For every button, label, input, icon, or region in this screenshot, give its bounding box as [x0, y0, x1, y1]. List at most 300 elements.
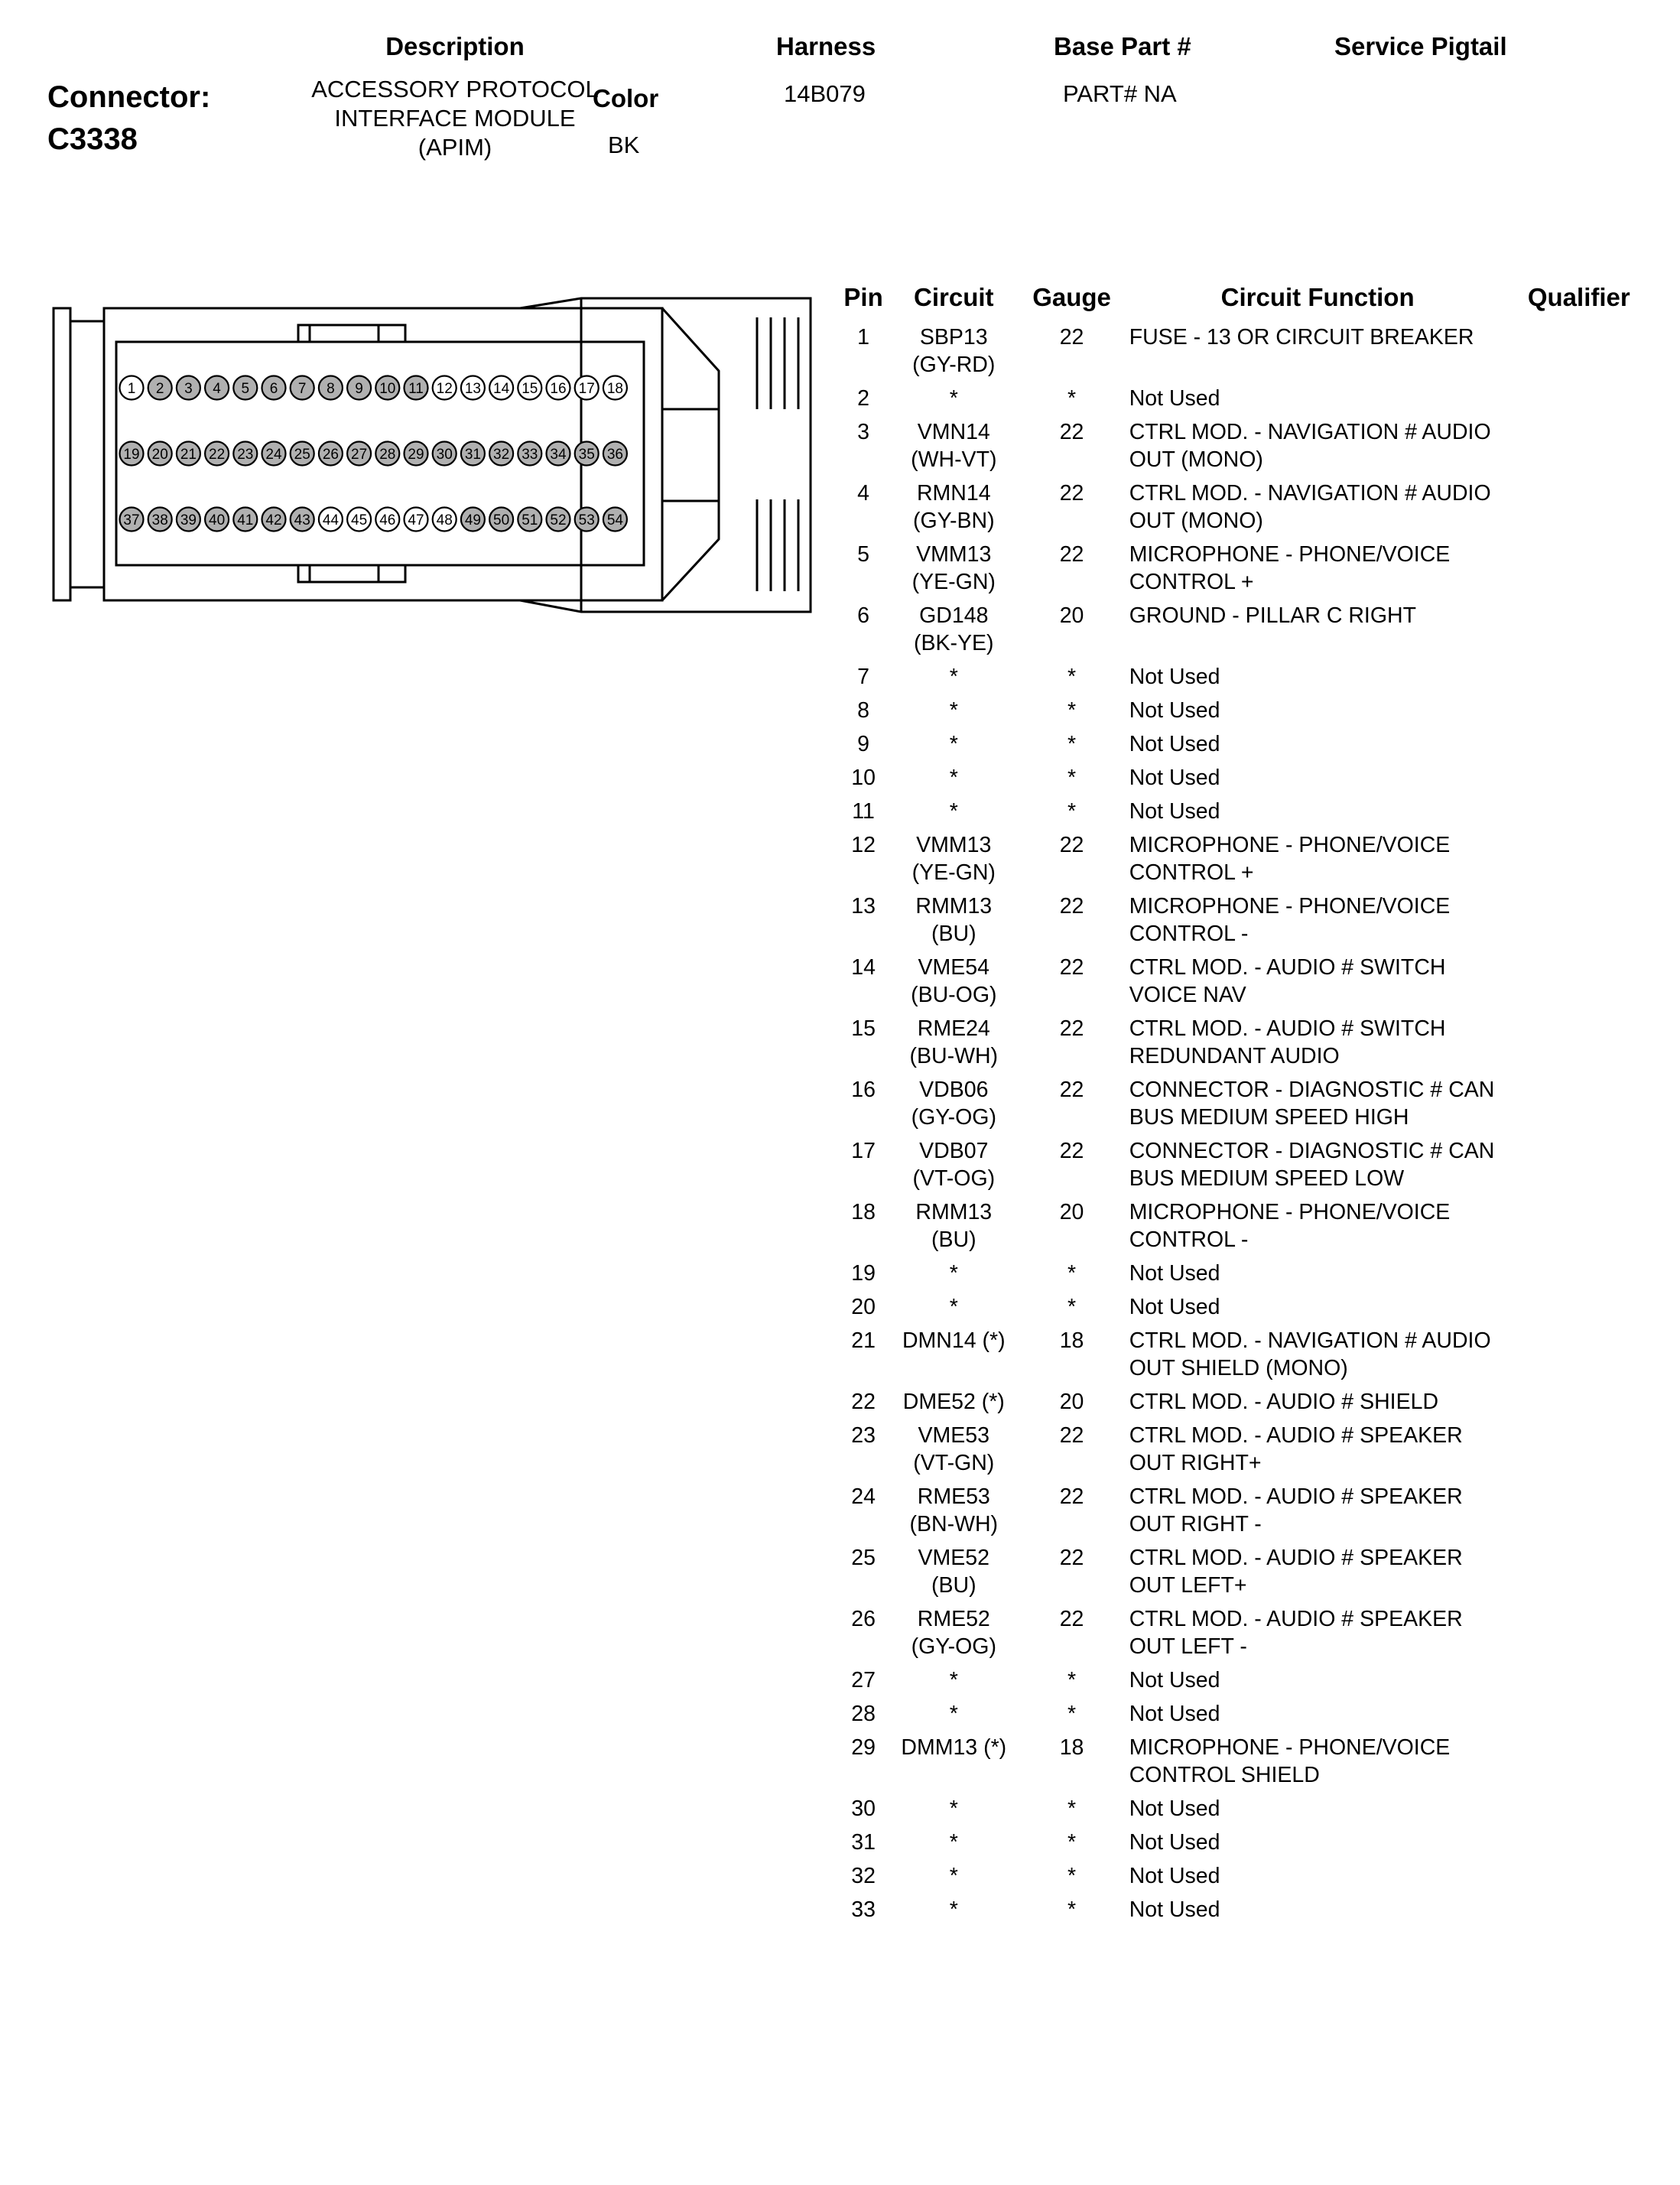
cell-circuit — [893, 1421, 1014, 1482]
cell-circuit — [893, 1075, 1014, 1136]
pin-cavity-label-12: 12 — [436, 381, 453, 397]
pin-cavity-label-22: 22 — [209, 447, 226, 463]
cell-qualifier — [1506, 1292, 1652, 1326]
circuit-code: * — [949, 766, 958, 790]
pin-cavity-label-30: 30 — [436, 447, 453, 463]
cell-pin: 22 — [851, 1390, 876, 1414]
pin-cavity-label-40: 40 — [209, 512, 226, 528]
pin-cavity-label-54: 54 — [606, 512, 623, 528]
pin-cavity-label-15: 15 — [522, 381, 538, 397]
pin-cavity-label-10: 10 — [379, 381, 396, 397]
cell-circuit-function: CTRL MOD. - AUDIO # SWITCH REDUNDANT AUDIO — [1129, 1016, 1446, 1068]
table-row — [834, 1699, 1652, 1733]
cell-gauge: * — [1067, 1702, 1077, 1726]
cell-circuit-function: MICROPHONE - PHONE/VOICE CONTROL - — [1129, 1200, 1451, 1252]
table-row — [834, 662, 1652, 696]
cell-circuit-function: Not Used — [1129, 732, 1220, 756]
pin-cavity-label-52: 52 — [550, 512, 567, 528]
cell-gauge: * — [1067, 665, 1077, 689]
pin-cavity-label-6: 6 — [269, 381, 278, 397]
cell-gauge: 22 — [1059, 420, 1084, 444]
circuit-code: VME52 — [918, 1546, 990, 1570]
pin-cavity-label-20: 20 — [151, 447, 168, 463]
circuit-color-code: (BU) — [931, 922, 976, 946]
cell-circuit — [893, 1699, 1014, 1733]
cell-circuit-function: Not Used — [1129, 1864, 1220, 1888]
cell-pin: 9 — [857, 732, 869, 756]
cell-circuit-function: CTRL MOD. - AUDIO # SPEAKER OUT LEFT - — [1129, 1607, 1463, 1659]
cell-qualifier — [1506, 831, 1652, 892]
column-header-gauge: Gauge — [1032, 283, 1111, 311]
cell-gauge: 22 — [1059, 1016, 1084, 1041]
cell-circuit-function: Not Used — [1129, 1295, 1220, 1319]
table-row — [834, 1828, 1652, 1861]
cell-qualifier — [1506, 730, 1652, 763]
cell-gauge: * — [1067, 1668, 1077, 1692]
circuit-code: * — [949, 732, 958, 756]
cell-circuit — [893, 418, 1014, 479]
cell-gauge: 20 — [1059, 1390, 1084, 1414]
cell-qualifier — [1506, 1733, 1652, 1794]
cell-circuit — [893, 1794, 1014, 1828]
cell-qualifier — [1506, 418, 1652, 479]
cell-pin: 10 — [851, 766, 876, 790]
cell-gauge: 20 — [1059, 1200, 1084, 1224]
service-pigtail-title: Service Pigtail — [1334, 32, 1507, 60]
cell-qualifier — [1506, 1387, 1652, 1421]
table-row — [834, 730, 1652, 763]
cell-circuit-function: Not Used — [1129, 1702, 1220, 1726]
cell-gauge: * — [1067, 799, 1077, 824]
cell-qualifier — [1506, 1198, 1652, 1259]
cell-gauge: 22 — [1059, 1078, 1084, 1102]
pin-cavity-label-49: 49 — [464, 512, 481, 528]
pin-cavity-label-50: 50 — [493, 512, 510, 528]
circuit-color-code: (BU) — [931, 1573, 976, 1598]
pin-cavity-label-31: 31 — [464, 447, 481, 463]
cell-circuit-function: CTRL MOD. - AUDIO # SHIELD — [1129, 1390, 1439, 1414]
column-header-function: Circuit Function — [1220, 283, 1415, 311]
circuit-code: GD148 — [919, 603, 989, 628]
circuit-code: RMM13 — [915, 894, 993, 919]
cell-gauge: * — [1067, 1261, 1077, 1286]
page-header — [0, 0, 1680, 245]
base-part-title: Base Part # — [1054, 32, 1191, 60]
cell-pin: 29 — [851, 1735, 876, 1760]
pin-cavity-label-34: 34 — [550, 447, 567, 463]
circuit-color-code: (YE-GN) — [911, 570, 996, 594]
pin-cavity-label-41: 41 — [237, 512, 254, 528]
cell-circuit-function: Not Used — [1129, 698, 1220, 723]
table-row — [834, 1794, 1652, 1828]
table-row — [834, 1387, 1652, 1421]
table-row — [834, 384, 1652, 418]
color-value: BK — [608, 132, 640, 158]
cell-pin: 19 — [851, 1261, 876, 1286]
circuit-code: RME53 — [917, 1484, 990, 1509]
cell-circuit — [893, 384, 1014, 418]
cell-pin: 3 — [857, 420, 869, 444]
cell-qualifier — [1506, 540, 1652, 601]
cell-circuit-function: Not Used — [1129, 766, 1220, 790]
cell-circuit — [893, 1543, 1014, 1605]
pin-cavity-label-14: 14 — [493, 381, 510, 397]
pin-cavity-label-17: 17 — [578, 381, 595, 397]
cell-circuit — [893, 540, 1014, 601]
table-row — [834, 892, 1652, 953]
cell-circuit-function: Not Used — [1129, 1668, 1220, 1692]
cell-circuit — [893, 1828, 1014, 1861]
cell-circuit-function: MICROPHONE - PHONE/VOICE CONTROL + — [1129, 833, 1451, 885]
cell-circuit-function: MICROPHONE - PHONE/VOICE CONTROL SHIELD — [1129, 1735, 1451, 1787]
pin-cavity-label-45: 45 — [351, 512, 368, 528]
cell-gauge: 20 — [1059, 603, 1084, 628]
circuit-color-code: (GY-BN) — [912, 509, 995, 533]
pin-table-wrapper — [834, 283, 1659, 1929]
cell-gauge: 22 — [1059, 325, 1084, 350]
cell-pin: 11 — [852, 799, 875, 824]
connector-pinout-diagram — [46, 294, 826, 639]
pin-cavity-label-19: 19 — [123, 447, 140, 463]
pin-cavity-label-13: 13 — [464, 381, 481, 397]
cell-pin: 21 — [851, 1328, 876, 1353]
pin-cavity-label-28: 28 — [379, 447, 396, 463]
cell-circuit-function: Not Used — [1129, 665, 1220, 689]
pin-cavity-label-23: 23 — [237, 447, 254, 463]
cell-circuit-function: CONNECTOR - DIAGNOSTIC # CAN BUS MEDIUM SPEED LOW — [1129, 1139, 1495, 1191]
circuit-code: * — [949, 698, 958, 723]
cell-circuit — [893, 1014, 1014, 1075]
circuit-code: RME24 — [917, 1016, 990, 1041]
table-row — [834, 601, 1652, 662]
cell-qualifier — [1506, 1421, 1652, 1482]
cell-qualifier — [1506, 1136, 1652, 1198]
pin-cavity-label-26: 26 — [322, 447, 339, 463]
cell-gauge: * — [1067, 732, 1077, 756]
cell-pin: 14 — [851, 955, 876, 980]
pin-cavity-label-36: 36 — [606, 447, 623, 463]
cell-gauge: * — [1067, 766, 1077, 790]
cell-qualifier — [1506, 479, 1652, 540]
cell-pin: 1 — [857, 325, 869, 350]
table-row — [834, 1543, 1652, 1605]
circuit-code: SBP13 — [919, 325, 988, 350]
cell-pin: 17 — [851, 1139, 876, 1163]
cell-circuit — [893, 831, 1014, 892]
table-row — [834, 1733, 1652, 1794]
cell-gauge: 18 — [1059, 1328, 1084, 1353]
circuit-color-code: (YE-GN) — [911, 860, 996, 885]
cell-circuit-function: CTRL MOD. - AUDIO # SPEAKER OUT RIGHT - — [1129, 1484, 1463, 1536]
pin-cavity-label-51: 51 — [522, 512, 538, 528]
cell-circuit — [893, 730, 1014, 763]
pin-cavity-label-44: 44 — [322, 512, 339, 528]
cell-circuit — [893, 1136, 1014, 1198]
pin-cavity-label-42: 42 — [265, 512, 282, 528]
circuit-color-code: (BK-YE) — [914, 631, 994, 655]
cell-qualifier — [1506, 953, 1652, 1014]
table-row — [834, 797, 1652, 831]
circuit-code: DME52 (*) — [902, 1390, 1005, 1414]
pin-cavity-label-7: 7 — [297, 381, 307, 397]
cell-gauge: 22 — [1059, 1607, 1084, 1631]
table-row — [834, 696, 1652, 730]
pin-cavity-label-4: 4 — [213, 381, 221, 397]
cell-pin: 6 — [857, 603, 869, 628]
cell-qualifier — [1506, 1326, 1652, 1387]
table-row — [834, 1666, 1652, 1699]
pin-cavity-label-29: 29 — [408, 447, 424, 463]
table-row — [834, 1198, 1652, 1259]
cell-gauge: 22 — [1059, 542, 1084, 567]
cell-qualifier — [1506, 1259, 1652, 1292]
cell-gauge: 22 — [1059, 481, 1084, 506]
cell-qualifier — [1506, 384, 1652, 418]
cell-qualifier — [1506, 601, 1652, 662]
circuit-code: RMM13 — [915, 1200, 993, 1224]
cell-pin: 15 — [851, 1016, 876, 1041]
cell-circuit — [893, 1605, 1014, 1666]
cell-circuit-function: CTRL MOD. - AUDIO # SPEAKER OUT LEFT+ — [1129, 1546, 1463, 1598]
circuit-color-code: (GY-OG) — [911, 1105, 996, 1130]
circuit-code: RME52 — [917, 1607, 990, 1631]
cell-gauge: * — [1067, 1295, 1077, 1319]
cell-gauge: * — [1067, 1796, 1077, 1821]
cell-qualifier — [1506, 696, 1652, 730]
cell-qualifier — [1506, 1605, 1652, 1666]
table-row — [834, 831, 1652, 892]
cell-circuit — [893, 1861, 1014, 1895]
circuit-code: DMM13 (*) — [901, 1735, 1007, 1760]
cell-circuit — [893, 1198, 1014, 1259]
base-part-value: PART# NA — [1063, 80, 1177, 107]
table-row — [834, 953, 1652, 1014]
description-title: Description — [385, 32, 525, 60]
cell-pin: 12 — [851, 833, 876, 857]
pin-cavity-label-8: 8 — [327, 381, 335, 397]
cell-circuit — [893, 662, 1014, 696]
cell-circuit — [893, 323, 1014, 384]
cell-pin: 23 — [851, 1423, 876, 1448]
circuit-code: DMN14 (*) — [902, 1328, 1006, 1353]
cell-gauge: * — [1067, 386, 1077, 411]
circuit-code: VDB06 — [919, 1078, 989, 1102]
cell-circuit-function: CTRL MOD. - AUDIO # SWITCH VOICE NAV — [1129, 955, 1446, 1007]
table-row — [834, 418, 1652, 479]
circuit-color-code: (WH-VT) — [911, 447, 997, 472]
pin-cavity-label-5: 5 — [241, 381, 250, 397]
cell-circuit — [893, 696, 1014, 730]
cell-qualifier — [1506, 1828, 1652, 1861]
pin-table — [834, 283, 1652, 1929]
cell-circuit — [893, 1387, 1014, 1421]
pin-cavity-label-38: 38 — [151, 512, 168, 528]
pin-cavity-label-37: 37 — [123, 512, 140, 528]
pin-cavity-label-43: 43 — [294, 512, 310, 528]
cell-pin: 5 — [857, 542, 869, 567]
harness-value: 14B079 — [784, 80, 866, 107]
circuit-code: * — [949, 386, 958, 411]
cell-circuit — [893, 601, 1014, 662]
cell-pin: 20 — [851, 1295, 876, 1319]
cell-pin: 26 — [851, 1607, 876, 1631]
table-row — [834, 540, 1652, 601]
circuit-code: VME53 — [918, 1423, 990, 1448]
cell-circuit-function: CTRL MOD. - NAVIGATION # AUDIO OUT (MONO) — [1129, 420, 1491, 472]
circuit-code: * — [949, 1295, 958, 1319]
cell-gauge: 22 — [1059, 1423, 1084, 1448]
cell-circuit-function: Not Used — [1129, 1796, 1220, 1821]
cell-qualifier — [1506, 763, 1652, 797]
pin-cavity-label-21: 21 — [180, 447, 197, 463]
pin-cavity-label-32: 32 — [493, 447, 510, 463]
cell-pin: 16 — [851, 1078, 876, 1102]
table-row — [834, 1259, 1652, 1292]
pin-cavity-label-25: 25 — [294, 447, 310, 463]
table-row — [834, 1292, 1652, 1326]
cell-qualifier — [1506, 797, 1652, 831]
cell-circuit — [893, 763, 1014, 797]
cell-circuit — [893, 892, 1014, 953]
pin-cavity-label-3: 3 — [184, 381, 193, 397]
cell-gauge: * — [1067, 1830, 1077, 1855]
circuit-color-code: (BU-WH) — [909, 1044, 999, 1068]
circuit-code: * — [949, 1796, 958, 1821]
circuit-code: VMN14 — [917, 420, 990, 444]
pin-cavity-label-48: 48 — [436, 512, 453, 528]
circuit-color-code: (GY-RD) — [912, 353, 996, 377]
cell-circuit-function: Not Used — [1129, 1261, 1220, 1286]
cell-circuit — [893, 1326, 1014, 1387]
cell-qualifier — [1506, 1861, 1652, 1895]
table-row — [834, 1014, 1652, 1075]
cell-gauge: 18 — [1059, 1735, 1084, 1760]
connector-id: C3338 — [47, 122, 138, 156]
pin-cavity-label-16: 16 — [550, 381, 567, 397]
cell-gauge: 22 — [1059, 1139, 1084, 1163]
circuit-code: * — [949, 1864, 958, 1888]
cell-gauge: 22 — [1059, 1484, 1084, 1509]
pin-cavity-label-27: 27 — [351, 447, 368, 463]
pin-cavity-label-53: 53 — [578, 512, 595, 528]
cell-circuit — [893, 1895, 1014, 1929]
cell-circuit — [893, 479, 1014, 540]
circuit-color-code: (VT-GN) — [913, 1451, 995, 1475]
cell-circuit — [893, 1292, 1014, 1326]
pin-cavity-label-35: 35 — [578, 447, 595, 463]
cell-qualifier — [1506, 1895, 1652, 1929]
column-header-circuit: Circuit — [914, 283, 994, 311]
description-value: ACCESSORY PROTOCOL INTERFACE MODULE (APIM) — [311, 76, 599, 161]
circuit-color-code: (BU) — [931, 1227, 976, 1252]
cell-qualifier — [1506, 1794, 1652, 1828]
pin-cavity-label-9: 9 — [355, 381, 363, 397]
cell-pin: 33 — [851, 1897, 876, 1922]
pin-cavity-label-2: 2 — [155, 381, 164, 397]
cell-qualifier — [1506, 1482, 1652, 1543]
table-row — [834, 1136, 1652, 1198]
circuit-color-code: (GY-OG) — [911, 1634, 996, 1659]
table-row — [834, 323, 1652, 384]
table-row — [834, 1895, 1652, 1929]
cell-circuit-function: MICROPHONE - PHONE/VOICE CONTROL - — [1129, 894, 1451, 946]
pin-cavity-label-18: 18 — [606, 381, 623, 397]
cell-circuit — [893, 1733, 1014, 1794]
cell-qualifier — [1506, 1699, 1652, 1733]
table-row — [834, 1861, 1652, 1895]
column-header-pin: Pin — [843, 283, 883, 311]
cell-pin: 28 — [851, 1702, 876, 1726]
cell-circuit-function: Not Used — [1129, 386, 1220, 411]
circuit-code: * — [949, 1702, 958, 1726]
cell-pin: 4 — [857, 481, 869, 506]
cell-pin: 8 — [857, 698, 869, 723]
cell-circuit — [893, 1482, 1014, 1543]
circuit-color-code: (BU-OG) — [911, 983, 997, 1007]
cell-circuit-function: FUSE - 13 OR CIRCUIT BREAKER — [1129, 325, 1474, 350]
table-row — [834, 479, 1652, 540]
cell-pin: 24 — [851, 1484, 876, 1509]
pin-cavity-label-47: 47 — [408, 512, 424, 528]
cell-circuit-function: CONNECTOR - DIAGNOSTIC # CAN BUS MEDIUM SPEED HIGH — [1129, 1078, 1495, 1130]
table-row — [834, 1421, 1652, 1482]
cell-qualifier — [1506, 892, 1652, 953]
circuit-code: * — [949, 1668, 958, 1692]
circuit-color-code: (BN-WH) — [909, 1512, 999, 1536]
cell-pin: 2 — [857, 386, 869, 411]
circuit-color-code: (VT-OG) — [912, 1166, 996, 1191]
cell-circuit-function: GROUND - PILLAR C RIGHT — [1129, 603, 1416, 628]
table-row — [834, 1326, 1652, 1387]
cell-pin: 7 — [857, 665, 869, 689]
circuit-code: * — [949, 1830, 958, 1855]
cell-gauge: * — [1067, 1897, 1077, 1922]
circuit-code: RMN14 — [916, 481, 991, 506]
pin-cavity-label-24: 24 — [265, 447, 282, 463]
circuit-code: VDB07 — [919, 1139, 989, 1163]
cell-pin: 32 — [851, 1864, 876, 1888]
table-row — [834, 1605, 1652, 1666]
cell-gauge: 22 — [1059, 1546, 1084, 1570]
circuit-code: VMM13 — [916, 833, 992, 857]
pin-cavity-label-1: 1 — [127, 381, 136, 397]
pin-cavity-label-46: 46 — [379, 512, 396, 528]
color-title: Color — [593, 84, 659, 112]
cell-qualifier — [1506, 662, 1652, 696]
cell-gauge: * — [1067, 1864, 1077, 1888]
connector-label: Connector: — [47, 80, 211, 114]
cell-qualifier — [1506, 1075, 1652, 1136]
harness-title: Harness — [776, 32, 876, 60]
circuit-code: * — [949, 665, 958, 689]
cell-qualifier — [1506, 1014, 1652, 1075]
circuit-code: * — [949, 1261, 958, 1286]
circuit-code: * — [949, 799, 958, 824]
pin-cavity-label-11: 11 — [408, 381, 424, 397]
table-row — [834, 1075, 1652, 1136]
table-row — [834, 763, 1652, 797]
cell-gauge: 22 — [1059, 894, 1084, 919]
cell-circuit — [893, 797, 1014, 831]
cell-gauge: 22 — [1059, 955, 1084, 980]
column-header-qualifier: Qualifier — [1527, 283, 1630, 311]
cell-circuit-function: Not Used — [1129, 1830, 1220, 1855]
cell-circuit-function: Not Used — [1129, 799, 1220, 824]
cell-gauge: * — [1067, 698, 1077, 723]
cell-circuit-function: CTRL MOD. - NAVIGATION # AUDIO OUT SHIELD (MONO) — [1129, 1328, 1491, 1380]
cell-circuit — [893, 1259, 1014, 1292]
cell-circuit — [893, 1666, 1014, 1699]
